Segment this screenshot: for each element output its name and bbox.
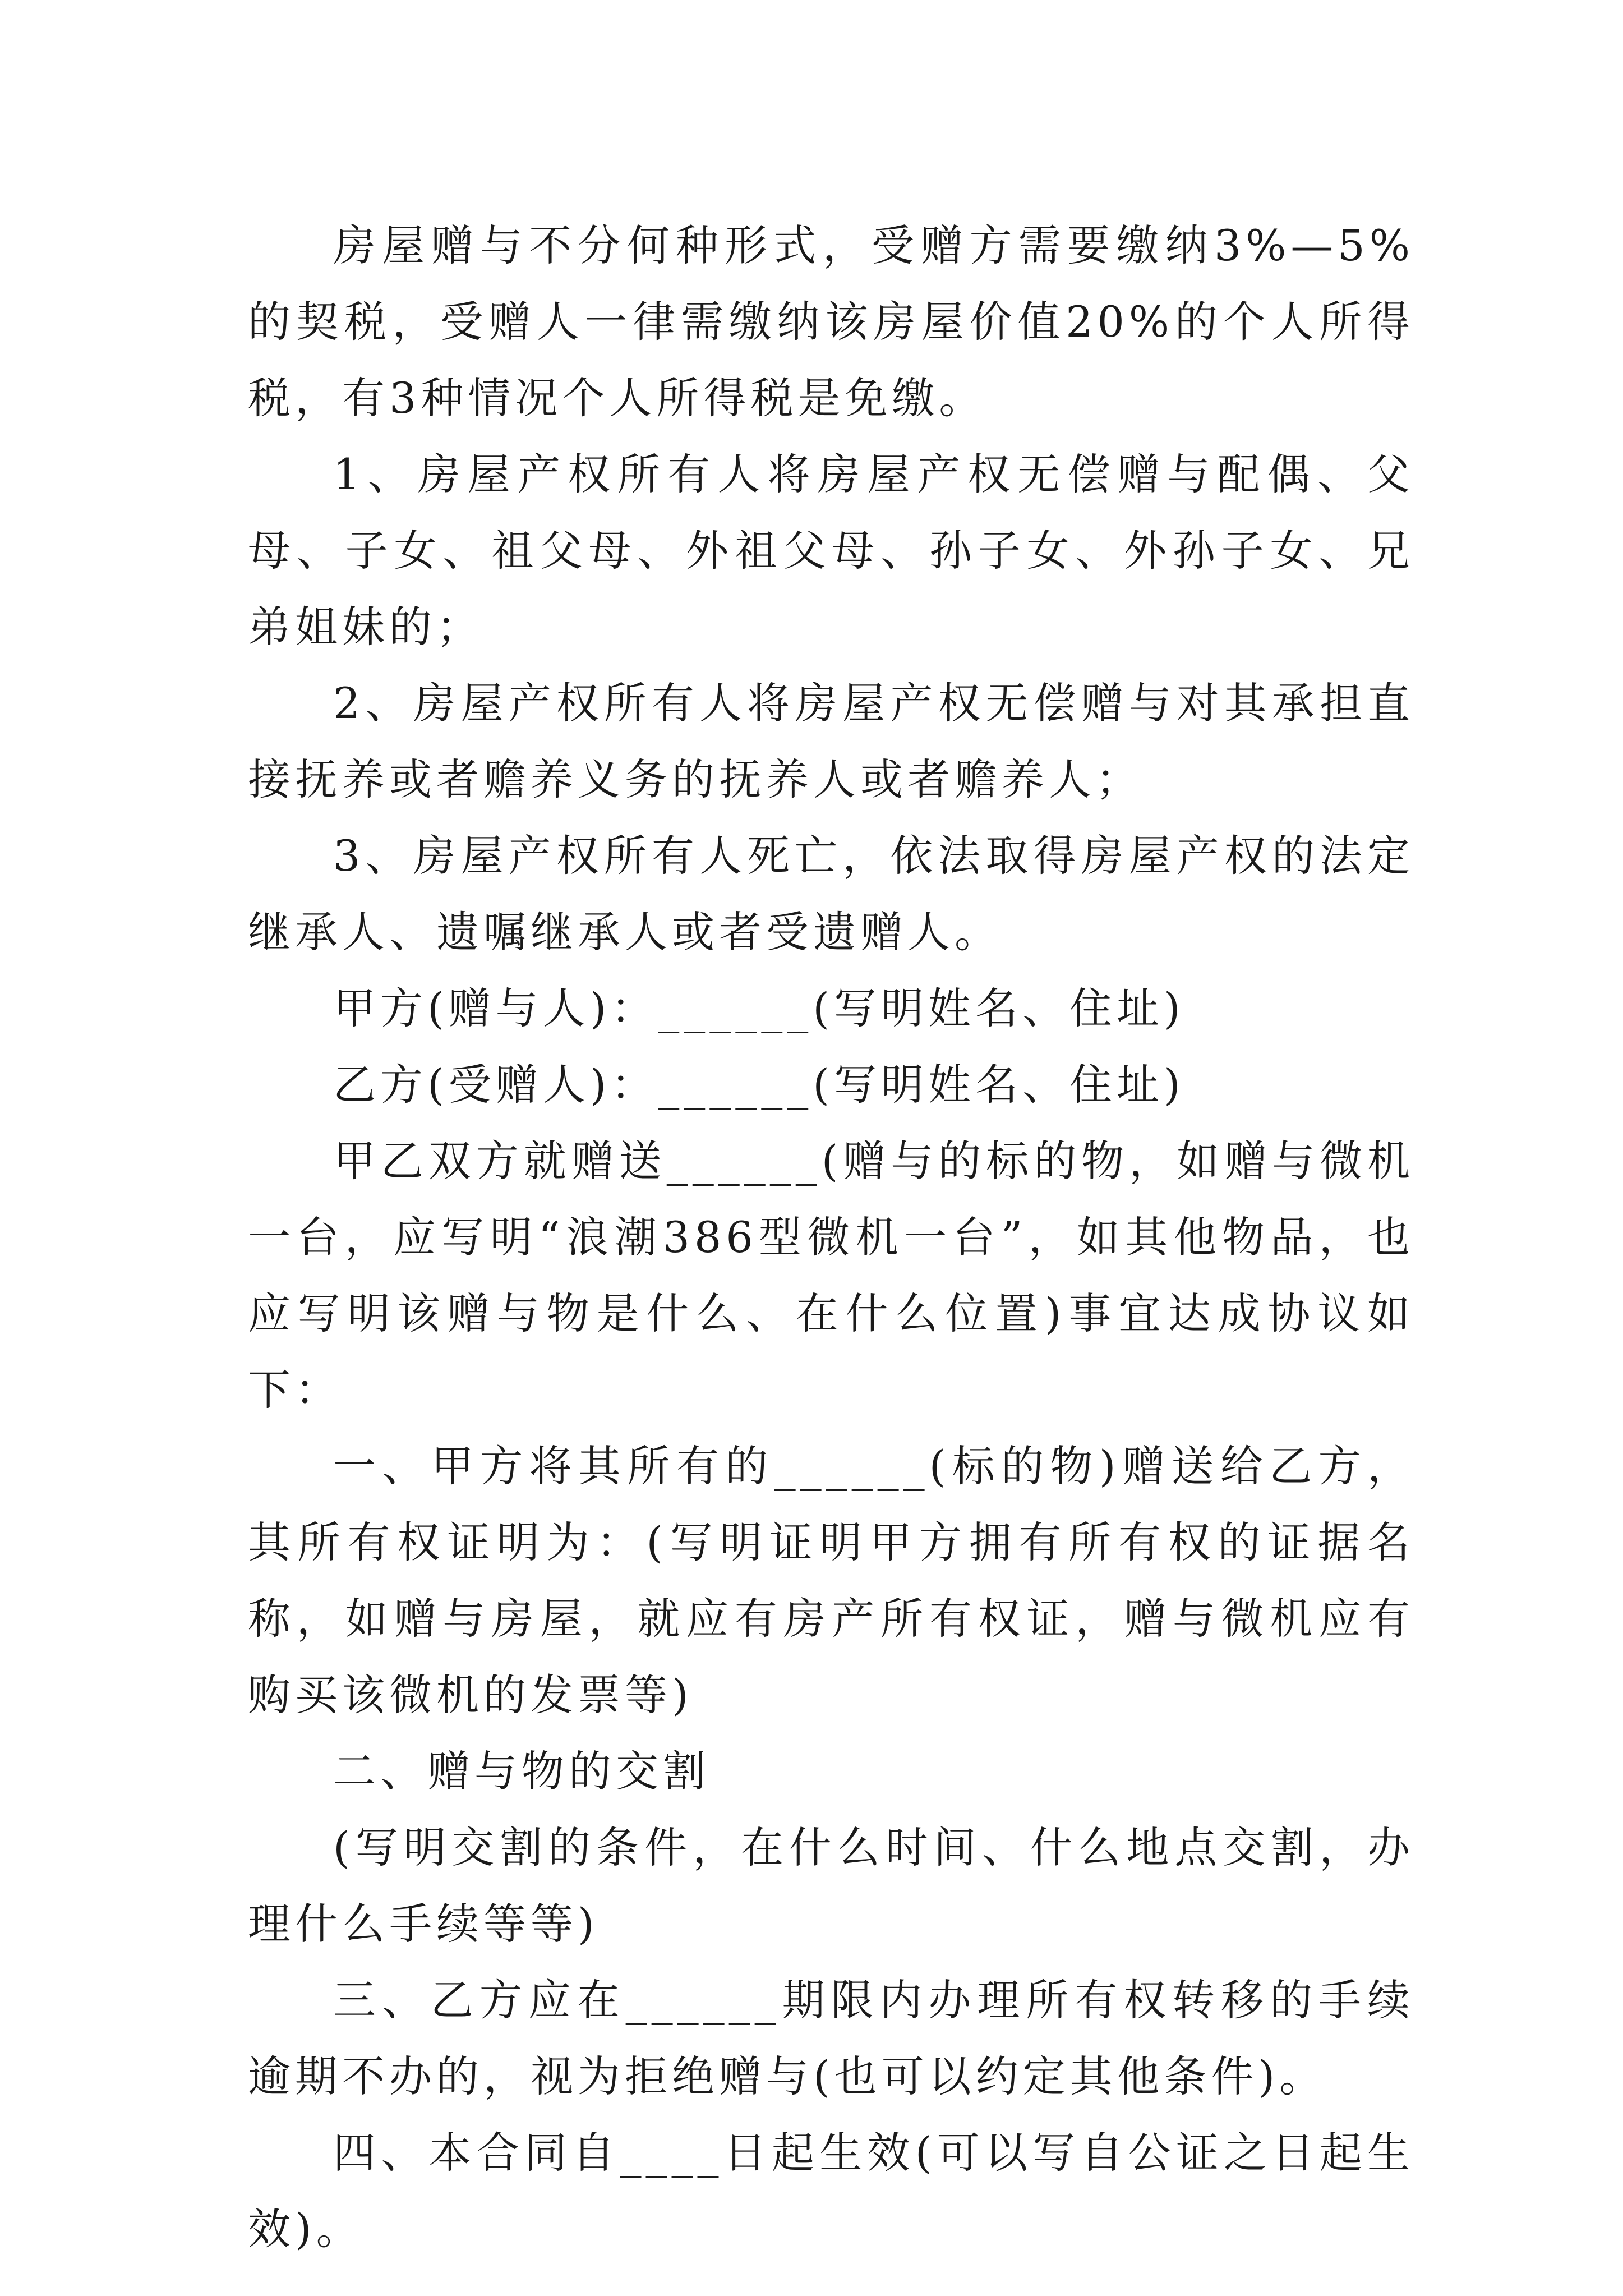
paragraph-exemption-1: 1、房屋产权所有人将房屋产权无偿赠与配偶、父母、子女、祖父母、外祖父母、孙子女、外孙子女、兄弟姐妹的； — [248, 449, 1414, 652]
paragraph-party-b: 乙方(受赠人)：______(写明姓名、住址) — [333, 1060, 1185, 1110]
paragraph-clause-2-detail: (写明交割的条件，在什么时间、什么地点交割，办理什么手续等等) — [248, 1823, 1414, 1949]
paragraph-exemption-3: 3、房屋产权所有人死亡，依法取得房屋产权的法定继承人、遗嘱继承人或者受遗赠人。 — [248, 831, 1414, 957]
paragraph-clause-2-heading: 二、赠与物的交割 — [333, 1746, 710, 1796]
paragraph-exemption-2: 2、房屋产权所有人将房屋产权无偿赠与对其承担直接抚养或者赡养义务的抚养人或者赡养人； — [248, 678, 1414, 804]
paragraph-clause-4: 四、本合同自____日起生效(可以写自公证之日起生效)。 — [248, 2128, 1414, 2254]
document-body — [248, 208, 1414, 2267]
paragraph-tax-intro: 房屋赠与不分何种形式，受赠方需要缴纳3%—5%的契税，受赠人一律需缴纳该房屋价值20%的个人所得税，有3种情况个人所得税是免缴。 — [248, 220, 1414, 423]
paragraph-clause-1: 一、甲方将其所有的______(标的物)赠送给乙方，其所有权证明为：(写明证明甲方拥有所有权的证据名称，如赠与房屋，就应有房产所有权证，赠与微机应有购买该微机的发票等) — [248, 1441, 1414, 1720]
paragraph-agreement-intro: 甲乙双方就赠送______(赠与的标的物，如赠与微机一台，应写明“浪潮386型微机一台”，如其他物品，也应写明该赠与物是什么、在什么位置)事宜达成协议如下： — [248, 1136, 1414, 1415]
paragraph-clause-3: 三、乙方应在______期限内办理所有权转移的手续逾期不办的，视为拒绝赠与(也可以约定其他条件)。 — [248, 1975, 1414, 2101]
paragraph-party-a: 甲方(赠与人)：______(写明姓名、住址) — [333, 983, 1185, 1033]
